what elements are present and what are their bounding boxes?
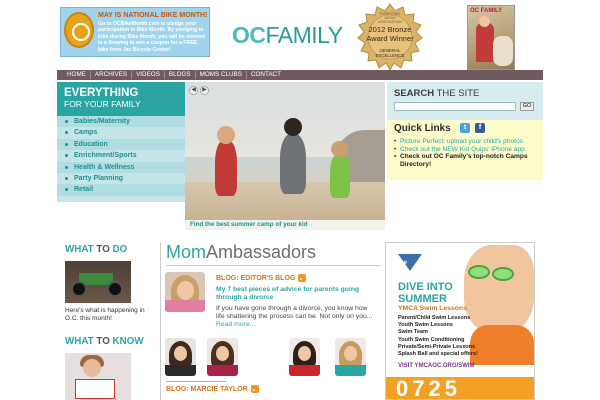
category-list	[57, 116, 185, 196]
search-go-button[interactable]: GO	[520, 102, 534, 111]
ad-subhead: YMCA Swim Lessons	[398, 305, 467, 312]
search-box	[387, 82, 543, 120]
quick-links-list	[394, 138, 543, 168]
cover-masthead: OC FAMILY	[470, 8, 503, 14]
ad-list-item: Parent/Child Swim Lessons	[398, 315, 471, 321]
photo-face	[177, 281, 194, 300]
what-to-know-title-to: TO	[96, 336, 110, 347]
cover-girl-face	[479, 16, 490, 27]
blog-label	[166, 385, 286, 393]
facebook-icon[interactable]: f	[475, 123, 485, 133]
search-row	[394, 102, 543, 111]
hero-caption[interactable]: Find the best summer camp of your kid	[185, 220, 385, 230]
bike-seal-icon	[64, 12, 94, 48]
cover-girl	[476, 22, 494, 62]
logo-oc: OC	[232, 22, 266, 48]
nav-videos[interactable]: VIDEOS	[132, 71, 165, 79]
truck-wheel	[71, 281, 87, 297]
search-label-rest: THE SITE	[434, 88, 480, 99]
ad-kid-shirt	[470, 325, 534, 365]
photo-face	[298, 346, 311, 361]
ad-headline: DIVE INTO SUMMER	[398, 281, 453, 305]
category-sidebar	[57, 82, 185, 202]
hero-kid-head	[217, 126, 235, 144]
hero-kid	[280, 134, 306, 194]
title-ambassadors: Ambassadors	[206, 242, 317, 262]
site-logo[interactable]	[232, 22, 343, 49]
page-gutter-left	[0, 0, 57, 400]
cover-dog	[493, 36, 513, 66]
quick-links-title: Quick Links	[394, 123, 451, 134]
editor-photo[interactable]	[165, 272, 205, 312]
read-more-link[interactable]: Read more...	[216, 321, 256, 329]
title-mom: Mom	[166, 242, 206, 262]
blog-excerpt-text: If you have gone through a divorce, you know how life shattering the process can be. Not only on you...	[216, 304, 373, 321]
photo-face	[174, 346, 187, 361]
what-to-do-title-to: TO	[96, 244, 110, 255]
category-item[interactable]: Enrichment/Sports	[57, 150, 185, 161]
goggle-icon	[468, 265, 490, 279]
nav-moms-clubs[interactable]: MOMS CLUBS	[196, 71, 247, 79]
ad-list-item: Private/Semi-Private Lessons	[398, 343, 476, 350]
rss-icon[interactable]	[251, 385, 259, 393]
photo-top	[165, 300, 205, 312]
what-to-know-title-a: WHAT	[65, 336, 97, 347]
what-to-do-section	[65, 244, 155, 323]
blog-label	[216, 274, 376, 282]
photo-top	[165, 365, 196, 376]
category-item[interactable]: Health & Wellness	[57, 162, 185, 173]
mom-ambassadors-section	[160, 242, 380, 400]
blog-post-title[interactable]: My 7 best pieces of advice for parents going through a divorce	[216, 286, 360, 302]
prev-arrow-icon[interactable]: ◀	[189, 86, 198, 95]
reader-face	[83, 359, 101, 377]
rss-icon[interactable]	[298, 274, 306, 282]
ad-list-item: Youth Swim Conditioning	[398, 336, 465, 343]
hero-kid-head	[331, 141, 348, 157]
award-org: PARENTING MEDIA ASSOCIATION	[378, 12, 402, 24]
ymca-swim-ad[interactable]	[385, 242, 535, 400]
what-to-do-title-a: WHAT	[65, 244, 97, 255]
quick-link[interactable]: • Picture Perfect: upload your child's photos	[394, 138, 543, 146]
award-category: GENERAL EXCELLENCE	[375, 48, 405, 58]
hero-kid	[330, 154, 350, 198]
category-item[interactable]: Party Planning	[57, 173, 185, 184]
search-label	[394, 88, 543, 99]
hero-kid	[215, 140, 237, 196]
nav-home[interactable]: HOME	[63, 71, 91, 79]
title-divider	[166, 265, 381, 266]
category-item[interactable]: Retail	[57, 184, 185, 195]
page-gutter-right	[543, 0, 600, 400]
quick-link[interactable]: • Check out OC Family's top-notch Camps Directory!	[394, 153, 543, 168]
marcie-taylor-blog	[166, 385, 286, 393]
blog-prefix: BLOG:	[216, 274, 239, 282]
hero-kid-head	[284, 118, 302, 136]
main-nav	[57, 70, 543, 80]
photo-top	[289, 365, 320, 376]
what-to-know-title	[65, 336, 155, 347]
hero-slideshow[interactable]	[185, 82, 385, 230]
blog-name[interactable]: MARCIE TAYLOR	[190, 385, 248, 393]
award-seal	[357, 3, 423, 71]
ad-url[interactable]: VISIT YMCAOC.ORG/SWIM	[398, 363, 475, 369]
hero-arrows	[189, 86, 209, 95]
logo-family: FAMILY	[265, 22, 343, 48]
category-item[interactable]: Camps	[57, 127, 185, 138]
photo-top	[335, 365, 366, 376]
category-heading-main: EVERYTHING	[64, 87, 139, 99]
ymca-logo-text: the	[398, 260, 407, 266]
what-to-do-title	[65, 244, 155, 255]
what-to-do-caption[interactable]: Here's what is happening in O.C. this month!	[65, 307, 145, 322]
photo-face	[344, 346, 357, 361]
reading-girl-image[interactable]	[65, 353, 131, 400]
search-input[interactable]	[394, 102, 516, 111]
category-item[interactable]: Babies/Maternity	[57, 116, 185, 127]
what-to-know-section	[65, 336, 155, 400]
ad-digits: 0725	[386, 377, 535, 400]
ambassador-photo[interactable]	[289, 338, 320, 376]
category-heading-sub: FOR YOUR FAMILY	[64, 99, 141, 109]
ad-list-item: Swim Team	[398, 329, 428, 336]
ad-list	[398, 315, 478, 358]
blog-prefix: BLOG:	[166, 385, 189, 393]
goggle-icon	[492, 267, 514, 281]
blog-name[interactable]: EDITOR'S BLOG	[240, 274, 296, 282]
nav-archives[interactable]: ARCHIVES	[91, 71, 132, 79]
blog-divider	[166, 381, 226, 382]
category-heading	[57, 82, 185, 116]
award-title: 2012 Bronze Award Winner	[366, 25, 414, 43]
bike-ad-title: MAY IS NATIONAL BIKE MONTH!	[98, 12, 208, 19]
search-label-bold: SEARCH	[394, 88, 435, 99]
ambassador-photo[interactable]	[207, 338, 238, 376]
editors-blog	[216, 274, 376, 329]
bike-ad-body: Go to OCBikeMonth.com to pledge your participation in Bike Month. By pledging to bike during Bike Month, you will be entered in a drawing to win a coupon for a FREE bike from Jax Bicycle Center!	[98, 21, 205, 53]
quick-links	[387, 120, 543, 180]
monster-truck-image[interactable]	[65, 261, 131, 303]
bike-month-ad[interactable]	[60, 7, 210, 57]
ad-list-item: Youth Swim Lessons	[398, 322, 453, 329]
magazine-cover[interactable]	[467, 5, 515, 70]
twitter-icon[interactable]: t	[460, 123, 470, 133]
next-arrow-icon[interactable]: ▶	[200, 86, 209, 95]
ad-list-item: Splash Ball and special offers!	[398, 351, 478, 358]
photo-top	[207, 365, 238, 376]
what-to-do-title-b: DO	[109, 244, 128, 255]
what-to-know-title-b: KNOW	[109, 336, 144, 347]
mom-ambassadors-title	[166, 242, 380, 263]
site-header	[57, 0, 543, 70]
photo-face	[216, 346, 229, 361]
reader-book	[75, 379, 115, 399]
ambassador-photo[interactable]	[335, 338, 366, 376]
truck-wheel	[107, 281, 123, 297]
category-item[interactable]: Education	[57, 139, 185, 150]
blog-excerpt	[216, 305, 376, 330]
nav-contact[interactable]: CONTACT	[250, 71, 281, 78]
ambassador-photo[interactable]	[165, 338, 196, 376]
quick-link[interactable]: • Check out the NEW Kid Quips' iPhone app	[394, 146, 543, 154]
nav-blogs[interactable]: BLOGS	[165, 71, 196, 79]
